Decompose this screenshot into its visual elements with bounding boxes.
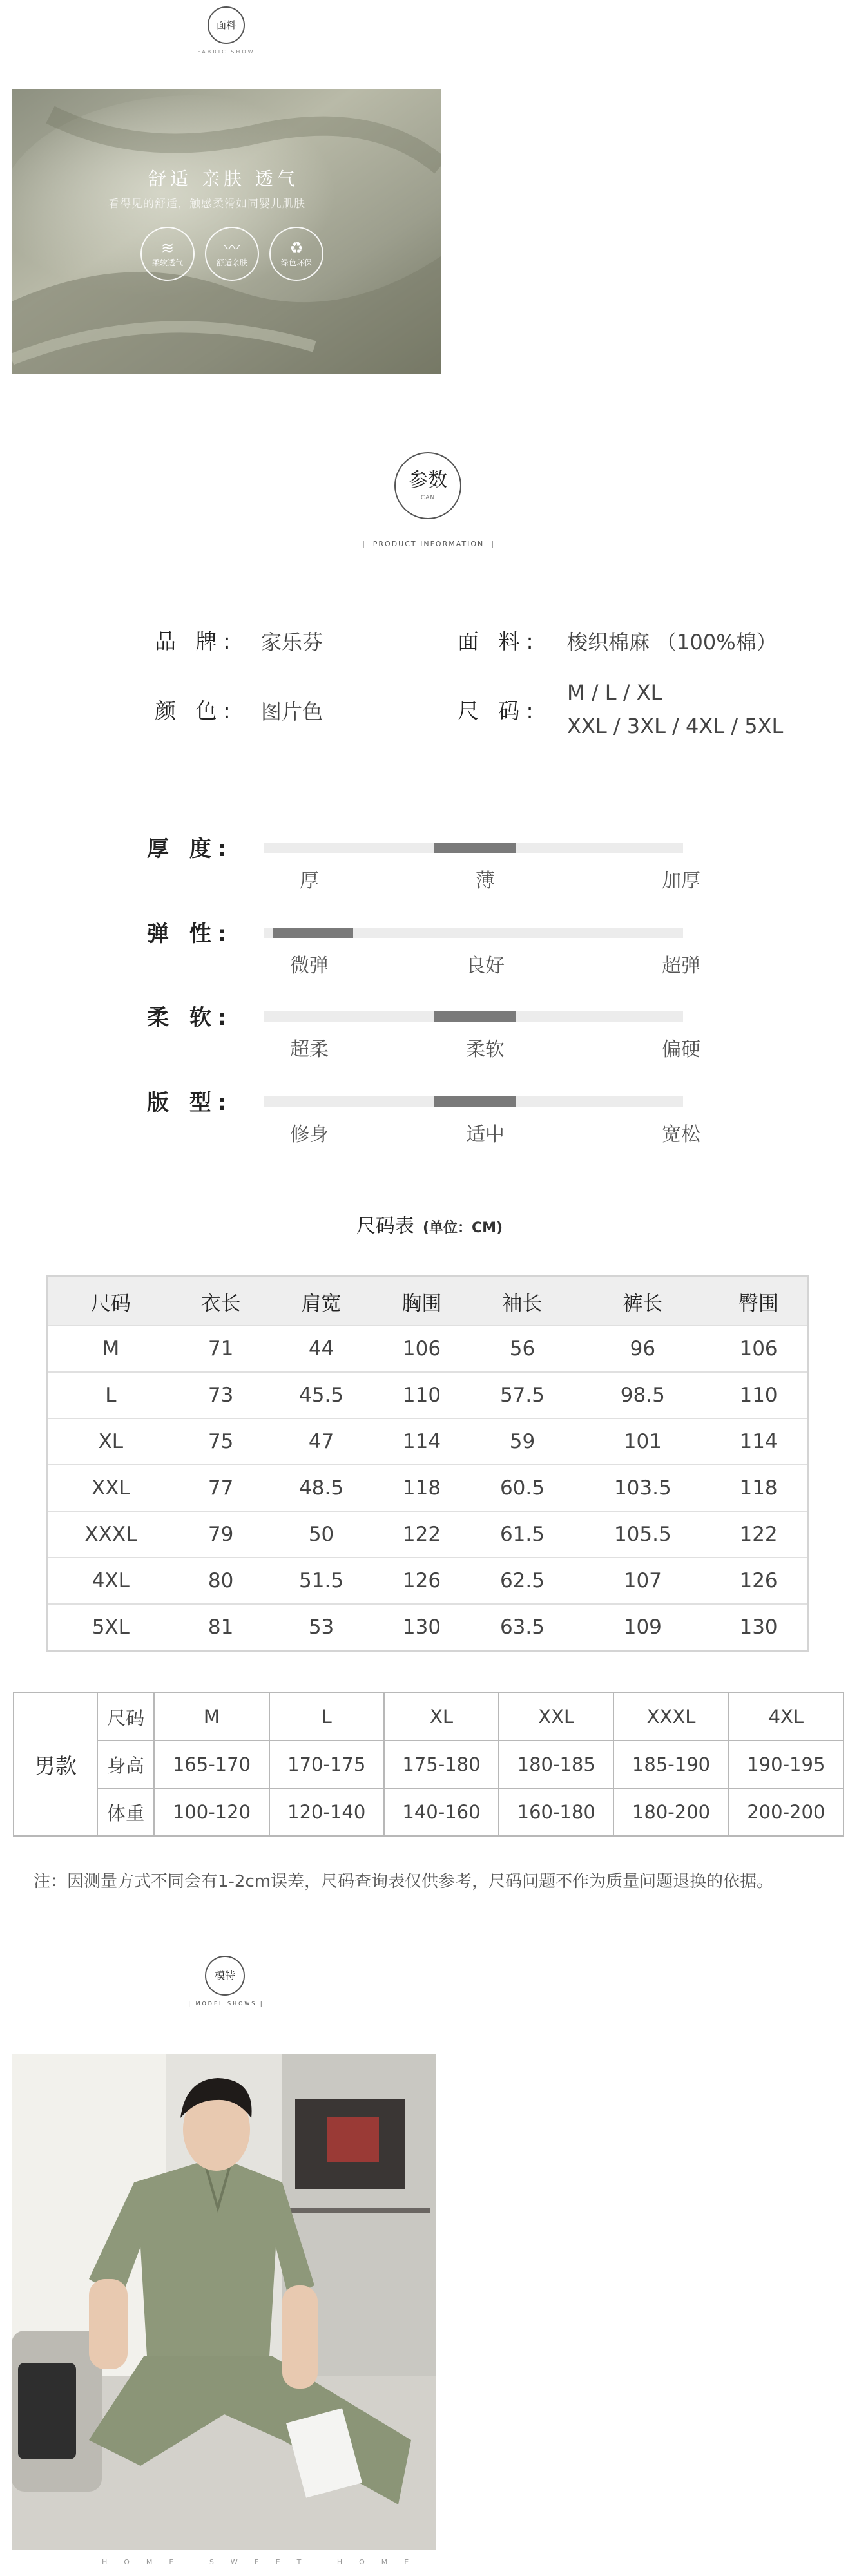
reference-cell: XL [384,1693,499,1741]
fabric-title: 舒适 亲肤 透气 [148,168,299,189]
fabric-icon-label: 绿色环保 [280,258,312,267]
reference-cell: XXXL [613,1693,728,1741]
reference-cell: 165-170 [154,1741,269,1788]
size-table-cell: 62.5 [469,1558,575,1604]
reference-height-row [14,1741,844,1788]
fabric-comfort-icon: 〰 舒适亲肤 [205,227,259,281]
reference-cell: 180-200 [613,1788,728,1836]
attribute-option: 柔软 [466,1038,505,1061]
footer-text: HOME SWEET HOME [102,2558,426,2566]
fabric-badge [208,6,245,44]
size-table-cell: 114 [374,1418,470,1465]
size-table-cell: 109 [575,1604,711,1651]
size-table-cell: 96 [575,1326,711,1372]
size-table-cell: XL [48,1418,173,1465]
reference-cell: 180-185 [499,1741,613,1788]
size-table-cell: 122 [374,1511,470,1558]
attribute-track [264,1096,683,1107]
size-table-cell: 107 [575,1558,711,1604]
size-table-header-cell: 裤长 [575,1277,711,1326]
attribute-track [264,843,683,853]
size-table-header [48,1277,808,1326]
fabric-icon-label: 柔软透气 [151,258,183,267]
size-table-cell: 98.5 [575,1372,711,1418]
color-value: 图片色 [261,700,323,724]
size-table-cell: 80 [173,1558,269,1604]
size-table-cell: 106 [710,1326,807,1372]
attribute-option: 薄 [476,870,495,892]
size-table-cell: M [48,1326,173,1372]
attribute-label: 弹 性: [147,921,233,947]
params-badge [394,452,461,519]
reference-cell: 4XL [729,1693,844,1741]
params-badge-en: CAN [420,494,436,501]
reference-cell: L [269,1693,384,1741]
table-row [48,1465,808,1511]
reference-cell: 175-180 [384,1741,499,1788]
size-table-cell: 126 [710,1558,807,1604]
size-table-cell: 75 [173,1418,269,1465]
size-table-cell: 44 [269,1326,374,1372]
measurement-note: 注：因测量方式不同会有1-2cm误差，尺码查询表仅供参考，尺码问题不作为质量问题退换的依据。 [34,1872,774,1891]
reference-cell: XXL [499,1693,613,1741]
attribute-option: 厚 [300,870,319,892]
attribute-option: 良好 [466,955,505,977]
size-label: 尺 码: [458,698,540,723]
model-badge [205,1956,245,1996]
reference-group-label: 男款 [14,1693,97,1836]
size-table-cell: 60.5 [469,1465,575,1511]
size-table-cell: 106 [374,1326,470,1372]
reference-cell: 尺码 [97,1693,154,1741]
size-table-cell: 53 [269,1604,374,1651]
size-table-cell: 77 [173,1465,269,1511]
attribute-indicator [434,1011,516,1022]
fabric-badge-subtitle: FABRIC SHOW [197,49,255,55]
size-table-title: 尺码表 (单位：CM) [356,1215,503,1237]
size-table-cell: 56 [469,1326,575,1372]
model-badge-subtitle: | MODEL SHOWS | [188,2001,264,2007]
fabric-label: 面 料: [458,629,540,654]
reference-cell: M [154,1693,269,1741]
attribute-label: 厚 度: [147,836,233,862]
size-table-cell: 130 [374,1604,470,1651]
table-row [48,1418,808,1465]
attribute-option: 加厚 [662,870,700,892]
size-table-cell: 51.5 [269,1558,374,1604]
size-table-header-cell: 衣长 [173,1277,269,1326]
attribute-option: 偏硬 [662,1038,700,1061]
size-table-cell: 114 [710,1418,807,1465]
reference-cell: 120-140 [269,1788,384,1836]
fabric-subtitle: 看得见的舒适，触感柔滑如同婴儿肌肤 [108,198,305,211]
size-table-cell: 101 [575,1418,711,1465]
size-value-line1: M / L / XL [567,680,662,705]
params-badge-title: 参数 [409,468,447,491]
fabric-value: 梭织棉麻 （100%棉） [567,630,777,654]
fabric-eco-icon: ♻ 绿色环保 [269,227,323,281]
fabric-photo [12,89,441,374]
table-row [48,1604,808,1651]
size-table-cell: 130 [710,1604,807,1651]
size-table-cell: 5XL [48,1604,173,1651]
size-table [46,1275,809,1652]
size-table-cell: 110 [710,1372,807,1418]
reference-cell: 190-195 [729,1741,844,1788]
color-label: 颜 色: [155,698,237,723]
size-table-cell: 105.5 [575,1511,711,1558]
size-table-header-cell: 臀围 [710,1277,807,1326]
size-table-cell: 122 [710,1511,807,1558]
attribute-track [264,1011,683,1022]
size-table-cell: 47 [269,1418,374,1465]
attribute-option: 宽松 [662,1123,700,1146]
size-table-cell: 61.5 [469,1511,575,1558]
table-row [48,1372,808,1418]
fabric-breathable-icon: ≋ 柔软透气 [140,227,195,281]
reference-cell: 160-180 [499,1788,613,1836]
model-badge-title: 模特 [214,1969,235,1981]
attribute-option: 修身 [290,1123,329,1146]
fabric-icon-label: 舒适亲肤 [216,258,247,267]
size-table-cell: XXXL [48,1511,173,1558]
fabric-badge-title: 面料 [216,19,236,31]
brand-value: 家乐芬 [261,630,323,654]
size-table-header-cell: 胸围 [374,1277,470,1326]
size-table-cell: 63.5 [469,1604,575,1651]
size-table-cell: 110 [374,1372,470,1418]
params-subtitle: | PRODUCT INFORMATION | [362,540,495,548]
attribute-option: 适中 [466,1123,505,1146]
size-table-cell: 126 [374,1558,470,1604]
brand-label: 品 牌: [155,629,237,654]
size-table-cell: 79 [173,1511,269,1558]
reference-header-row [14,1693,844,1741]
size-table-cell: 71 [173,1326,269,1372]
reference-cell: 体重 [97,1788,154,1836]
table-row [48,1326,808,1372]
size-table-cell: L [48,1372,173,1418]
attribute-indicator [434,843,516,853]
table-row [48,1511,808,1558]
size-table-cell: 81 [173,1604,269,1651]
attribute-option: 超柔 [290,1038,329,1061]
attribute-option: 超弹 [662,955,700,977]
size-table-cell: 118 [710,1465,807,1511]
attribute-track [264,928,683,938]
reference-weight-row [14,1788,844,1836]
reference-cell: 140-160 [384,1788,499,1836]
model-photo [12,2054,436,2550]
attribute-indicator [434,1096,516,1107]
size-table-cell: 73 [173,1372,269,1418]
size-table-cell: 103.5 [575,1465,711,1511]
attribute-label: 版 型: [147,1090,233,1116]
size-table-header-cell: 肩宽 [269,1277,374,1326]
attribute-option: 微弹 [290,955,329,977]
reference-cell: 185-190 [613,1741,728,1788]
size-table-cell: 45.5 [269,1372,374,1418]
size-table-cell: 50 [269,1511,374,1558]
size-table-cell: 4XL [48,1558,173,1604]
size-table-header-cell: 尺码 [48,1277,173,1326]
size-table-cell: 59 [469,1418,575,1465]
model-illustration [12,2054,436,2550]
reference-cell: 170-175 [269,1741,384,1788]
size-value-line2: XXL / 3XL / 4XL / 5XL [567,714,784,738]
size-reference-table [13,1692,844,1837]
size-table-cell: XXL [48,1465,173,1511]
reference-cell: 100-120 [154,1788,269,1836]
size-table-header-cell: 袖长 [469,1277,575,1326]
reference-cell: 200-200 [729,1788,844,1836]
size-table-cell: 48.5 [269,1465,374,1511]
size-table-cell: 57.5 [469,1372,575,1418]
size-table-cell: 118 [374,1465,470,1511]
table-row [48,1558,808,1604]
attribute-label: 柔 软: [147,1005,233,1031]
attribute-indicator [273,928,353,938]
reference-cell: 身高 [97,1741,154,1788]
